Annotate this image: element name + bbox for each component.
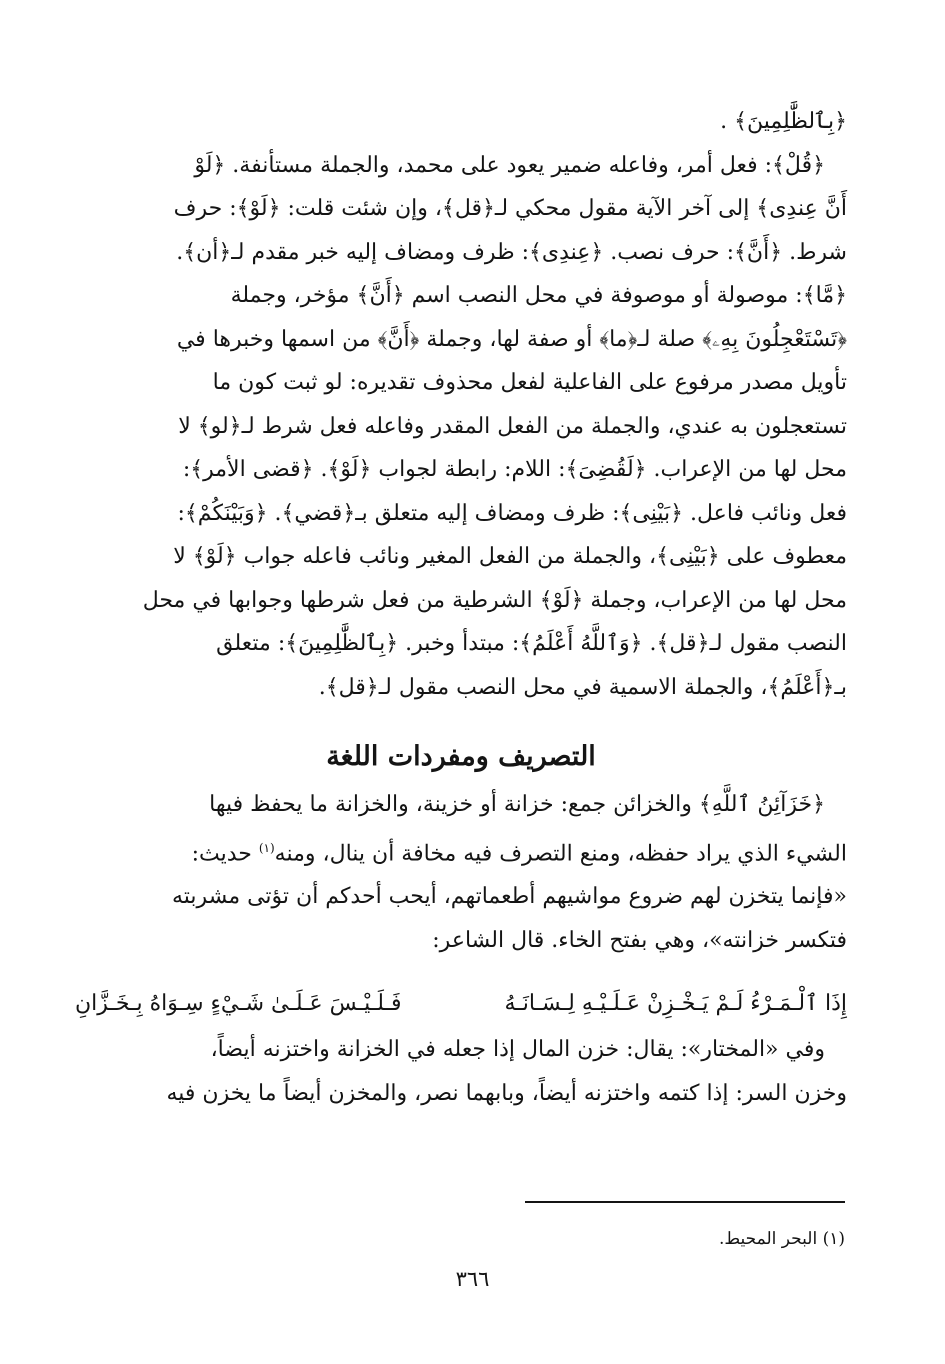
mukhtar-paragraph [75, 1028, 847, 1115]
text-line: بـ﴿أَعْلَمُ﴾، والجملة الاسمية في محل النصب مقول لـ﴿قل﴾. [318, 674, 847, 700]
text-line: تأويل مصدر مرفوع على الفاعلية لفعل محذوف تقديره: لو ثبت كون ما [212, 370, 847, 395]
irab-paragraph [75, 144, 847, 710]
text-span: الشيء الذي يراد حفظه، ومنع التصرف فيه مخافة أن ينال، ومنه [274, 840, 847, 866]
text-line: وخزن السر: إذا كتمه واختزنه أيضاً، وبابهما نصر، والمخزن أيضاً ما يخزن فيه [166, 1080, 847, 1106]
text-line: «فإنما يتخزن لهم ضروع مواشيهم أطعماتهم، أيحب أحدكم أن تؤتى مشربته [172, 884, 847, 910]
footnote-divider [525, 1201, 845, 1203]
text-line: النصب مقول لـ﴿قل﴾. ﴿وَٱللَّهُ أَعْلَمُ﴾: مبتدأ وخبر. ﴿بِٱلظَّٰلِمِينَ﴾: متعلق [216, 631, 847, 656]
text-line: تستعجلون به عندي، والجملة من الفعل المقدر وفاعله فعل شرط لـ﴿لو﴾ لا [178, 413, 847, 439]
page-number: ٣٦٦ [455, 1267, 490, 1291]
poetry-verse [75, 980, 847, 1028]
text-line: ﴿مَّا﴾: موصولة أو موصوفة في محل النصب اسم ﴿أَنَّ﴾ مؤخر، وجملة [230, 283, 847, 308]
verse-hemistich-right: إِذَا ٱلْـمَـرْءُ لَـمْ يَـخْـزِنْ عَـلَـيْـهِ لِـسَـانَـهُ [504, 991, 847, 1017]
text-line: محل لها من الإعراب، وجملة ﴿لَوْ﴾ الشرطية من فعل شرطها وجوابها في محل [142, 587, 847, 613]
page-body [75, 100, 847, 1115]
lexicon-paragraph [75, 783, 847, 962]
section-heading: التصريف ومفردات اللغة [326, 741, 596, 772]
text-line: أَنَّ عِندِى﴾ إلى آخر الآية مقول محكي لـ﴿قل﴾، وإن شئت قلت: ﴿لَوْ﴾: حرف [173, 196, 847, 221]
text-line: ﴿خَزَآئِنُ ٱللَّهِ﴾ والخزائن جمع: خزانة أو خزينة، والخزانة ما يحفظ فيها [209, 792, 825, 817]
text-line: شرط. ﴿أَنَّ﴾: حرف نصب. ﴿عِندِى﴾: ظرف ومضاف إليه خبر مقدم لـ﴿أن﴾. [176, 239, 847, 265]
text-line: فعل ونائب فاعل. ﴿بَيْنِى﴾: ظرف ومضاف إليه متعلق بـ﴿قضي﴾. ﴿وَبَيْنَكُمْ﴾: [177, 500, 847, 526]
text-line: وفي «المختار»: يقال: خزن المال إذا جعله في الخزانة واختزنه أيضاً، [210, 1037, 825, 1063]
footnote: (١) البحر المحيط. [719, 1229, 845, 1249]
text-span: حديث: [191, 840, 259, 866]
text-line: محل لها من الإعراب. ﴿لَقُضِىَ﴾: اللام: رابطة لجواب ﴿لَوْ﴾. ﴿قضى الأمر﴾: [182, 457, 847, 482]
footnote-marker[interactable]: (١) [258, 840, 275, 855]
text-line: ﴿قُلْ﴾: فعل أمر، وفاعله ضمير يعود على محمد، والجملة مستأنفة. ﴿لَوْ [194, 152, 825, 178]
verse-hemistich-left: فَـلَـيْـسَ عَـلَـىٰ شَـيْءٍ سِـوَاهُ بِـخَـزَّانِ [75, 991, 402, 1017]
text-line [75, 827, 847, 876]
text-line: معطوف على ﴿بَيْنِى﴾، والجملة من الفعل المغير ونائب فاعله جواب ﴿لَوْ﴾ لا [173, 544, 847, 569]
opening-fragment: ﴿بِٱلظَّٰلِمِينَ﴾ . [720, 109, 847, 134]
text-line: فتكسر خزانته»، وهي بفتح الخاء. قال الشاعر: [432, 927, 847, 953]
text-line: ﴿تَسْتَعْجِلُونَ بِهِۦ﴾ صلة لـ﴿ما﴾ أو صفة لها، وجملة ﴿أَنَّ﴾ من اسمها وخبرها في [176, 326, 847, 352]
